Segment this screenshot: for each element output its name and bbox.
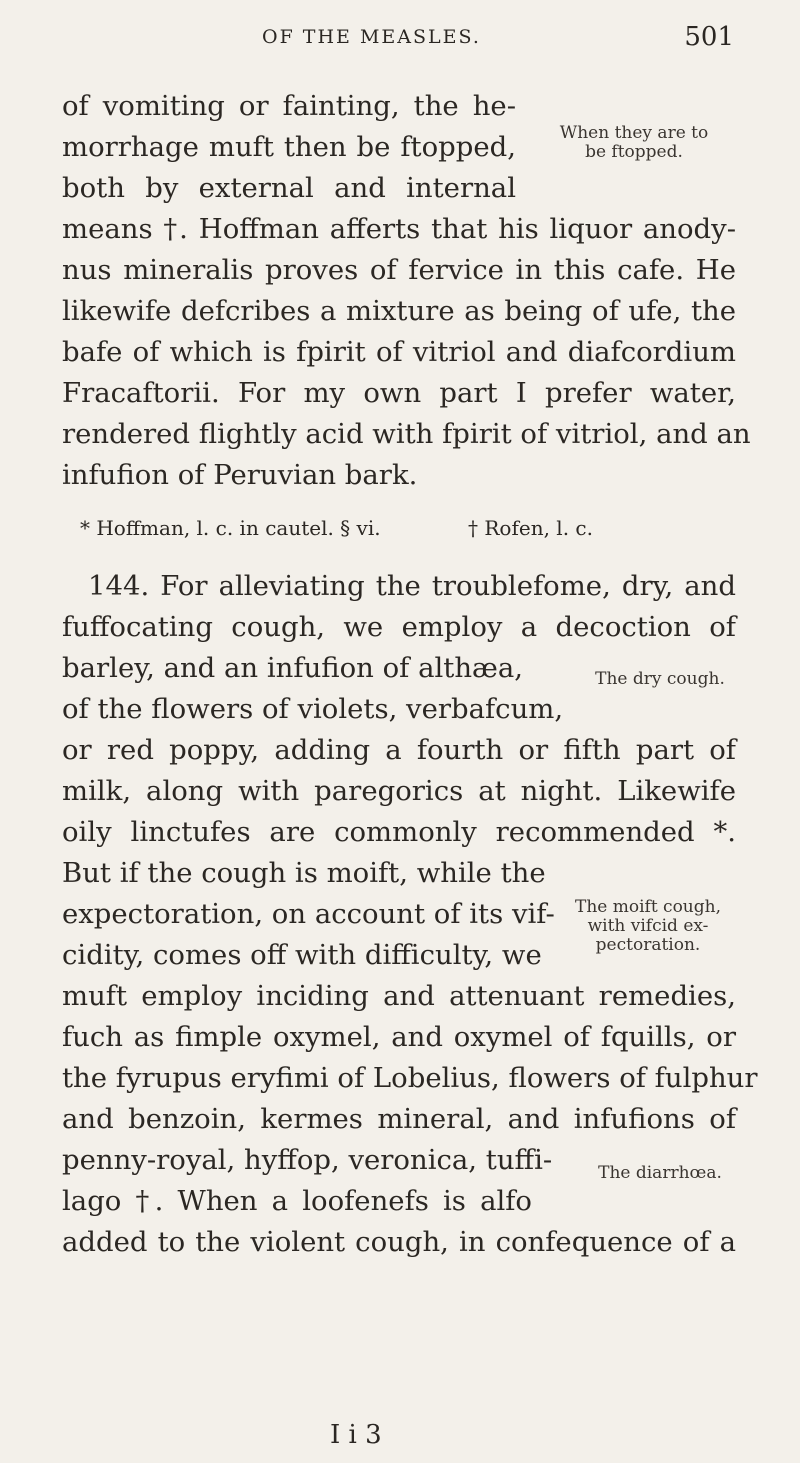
text-line: the fyrupus eryfimi of Lobelius, flowers of fulphur [62,1062,758,1094]
text-line: of the flowers of violets, verbafcum, [62,693,564,725]
margin-note-dry-cough [560,670,760,689]
text-line: milk, along with paregorics at night. Likewife [62,775,736,807]
text-line: or red poppy, adding a fourth or fifth part of [62,734,736,766]
margin-note-line: be ftopped. [585,142,683,162]
text-line: morrhage muft then be ftopped, [62,131,516,163]
margin-note-line: The dry cough. [595,669,725,689]
text-line: means †. Hoffman afferts that his liquor anody- [62,213,736,245]
text-line: rendered flightly acid with fpirit of vitriol, and an [62,418,751,450]
text-line: barley, and an infufion of althæa, [62,652,524,684]
text-line: cidity, comes off with difficulty, we [62,939,542,971]
margin-note-line: The diarrhœa. [598,1163,722,1183]
text-line: of vomiting or fainting, the he- [62,90,516,122]
text-line: penny-royal, hyffop, veronica, tuffi- [62,1144,553,1176]
text-line: bafe of which is fpirit of vitriol and diafcordium [62,336,736,368]
margin-note-line: pectoration. [595,935,701,955]
footnote: † Rofen, l. c. [468,516,593,540]
running-head: OF THE MEASLES. [262,26,481,48]
text-line: lago †. When a loofenefs is alfo [62,1185,532,1217]
text-line: oily linctufes are commonly recommended *. [62,816,736,848]
page-number: 501 [684,22,734,52]
margin-note-stopped [528,124,740,162]
text-line: fuch as fimple oxymel, and oxymel of fquills, or [62,1021,736,1053]
margin-note-diarrhoea [560,1164,760,1183]
text-line: But if the cough is moift, while the [62,857,546,889]
margin-note-moist-cough [548,898,748,955]
page-header [0,22,800,62]
footnote: * Hoffman, l. c. in cautel. § vi. [80,516,381,540]
text-line: Fracaftorii. For my own part I prefer water, [62,377,736,409]
text-line: infufion of Peruvian bark. [62,459,418,491]
text-line: 144. For alleviating the troublefome, dry, and [88,570,736,602]
text-line: added to the violent cough, in confequence of a [62,1226,736,1258]
text-line: likewife defcribes a mixture as being of ufe, the [62,295,736,327]
text-line: fuffocating cough, we employ a decoction of [62,611,736,643]
text-line: both by external and internal [62,172,516,204]
margin-note-line: The moift cough, [574,897,721,917]
text-line: muft employ inciding and attenuant remedies, [62,980,736,1012]
text-line: and benzoin, kermes mineral, and infufions of [62,1103,736,1135]
margin-note-line: with vifcid ex- [587,916,709,936]
margin-note-line: When they are to [559,123,709,143]
text-line: expectoration, on account of its vif- [62,898,555,930]
signature-mark: I i 3 [330,1420,382,1450]
text-line: nus mineralis proves of fervice in this cafe. He [62,254,736,286]
